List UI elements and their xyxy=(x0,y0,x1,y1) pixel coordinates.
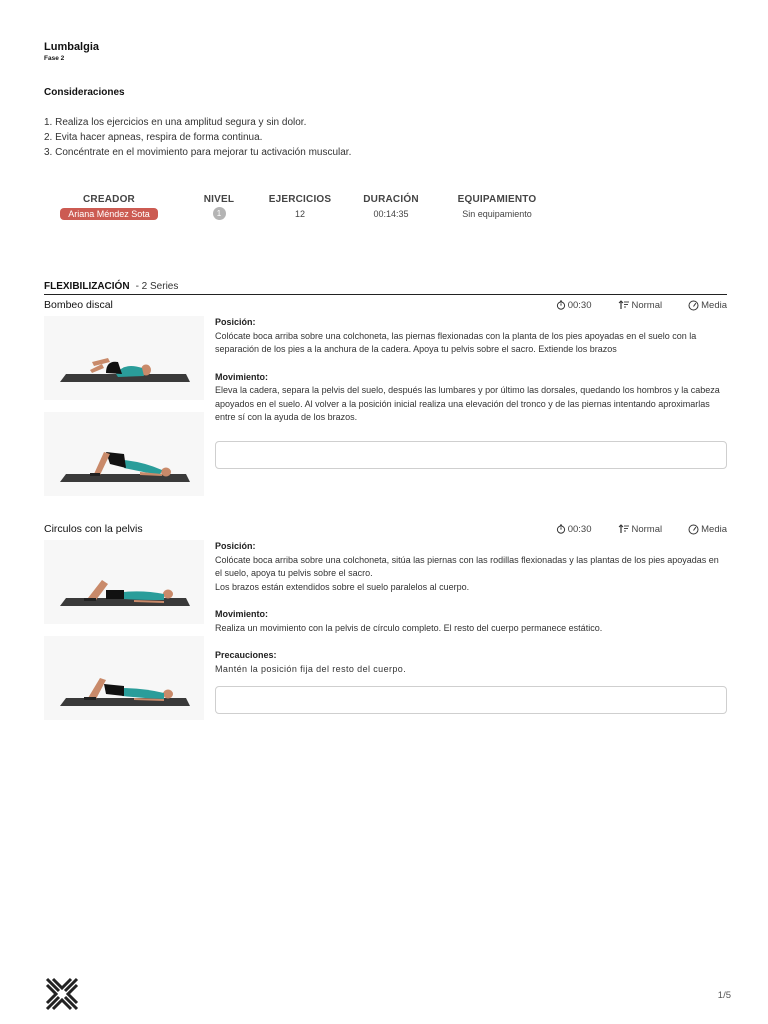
notes-input[interactable] xyxy=(215,441,727,469)
exercise-speed xyxy=(618,300,663,311)
creator-label: CREADOR xyxy=(83,194,135,205)
routine-stats xyxy=(44,194,548,220)
position-text: Colócate boca arriba sobre una colchoneta, sitúa las piernas con las rodillas flexionadas y las plantas de los pies apoyadas en el suelo, apoya tu pelvis sobre el sacro. xyxy=(215,554,719,578)
exercise-name: Bombeo discal xyxy=(44,299,113,311)
exercises-value: 12 xyxy=(294,208,305,219)
creator-badge: Ariana Méndez Sota xyxy=(60,208,158,220)
position-text-extra: Los brazos están extendidos sobre el suelo paralelos al cuerpo. xyxy=(215,581,470,592)
document-subtitle: Fase 2 xyxy=(44,55,65,62)
equipment-label: EQUIPAMIENTO xyxy=(457,194,537,205)
movement-text: Realiza un movimiento con la pelvis de círculo completo. El resto del cuerpo permanece estático. xyxy=(215,622,603,633)
level-label: NIVEL xyxy=(203,194,235,205)
section-series: - 2 Series xyxy=(135,281,179,292)
time-value: 00:30 xyxy=(567,523,592,535)
exercise-time xyxy=(556,300,592,311)
consideration-item: 3. Concéntrate en el movimiento para mejorar tu activación muscular. xyxy=(44,147,352,158)
exercise-intensity xyxy=(688,524,727,535)
stat-level xyxy=(174,194,264,220)
intensity-value: Media xyxy=(701,299,727,311)
intensity-value: Media xyxy=(701,523,727,535)
time-value: 00:30 xyxy=(567,299,592,311)
stopwatch-icon xyxy=(556,300,566,310)
exercise-intensity xyxy=(688,300,727,311)
stat-exercises xyxy=(264,194,336,220)
exercise-card xyxy=(44,521,727,732)
duration-label: DURACIÓN xyxy=(363,194,419,205)
consideration-item: 2. Evita hacer apneas, respira de forma continua. xyxy=(44,132,263,143)
precautions-label: Precauciones: xyxy=(215,650,277,660)
precautions-text: Mantén la posición fija del resto del cuerpo. xyxy=(215,663,407,674)
speed-value: Normal xyxy=(631,299,663,311)
stat-equipment xyxy=(446,194,548,220)
stat-duration xyxy=(336,194,446,220)
exercise-image-start xyxy=(44,316,204,400)
speed-icon xyxy=(618,300,630,310)
considerations-title: Consideraciones xyxy=(44,87,125,98)
stopwatch-icon xyxy=(556,524,566,534)
exercise-image-end xyxy=(44,636,204,720)
section-name: FLEXIBILIZACIÓN xyxy=(44,281,130,292)
notes-input[interactable] xyxy=(215,686,727,714)
position-label: Posición: xyxy=(215,541,256,551)
exercise-card xyxy=(44,297,727,508)
brand-logo-icon xyxy=(43,975,81,1013)
considerations-list xyxy=(44,115,351,160)
stat-creator xyxy=(44,194,174,220)
exercise-speed xyxy=(618,524,663,535)
equipment-value: Sin equipamiento xyxy=(462,208,532,219)
position-label: Posición: xyxy=(215,317,256,327)
page-number: 1/5 xyxy=(717,990,731,1001)
movement-text: Eleva la cadera, separa la pelvis del suelo, después las lumbares y por último las dorsales, quedando los hombros y la cabeza apoyados en el suelo. Al volver a la posición inicial realiza una elevación del tronco y de las piernas intentando aproximarlas entre sí con la ayuda de los brazos. xyxy=(215,385,720,422)
gauge-icon xyxy=(688,300,699,311)
speed-value: Normal xyxy=(631,523,663,535)
duration-value: 00:14:35 xyxy=(373,208,409,219)
speed-icon xyxy=(618,524,630,534)
exercise-time xyxy=(556,524,592,535)
exercise-image-start xyxy=(44,540,204,624)
movement-label: Movimiento: xyxy=(215,609,268,619)
consideration-item: 1. Realiza los ejercicios en una amplitud segura y sin dolor. xyxy=(44,117,307,128)
gauge-icon xyxy=(688,524,699,535)
exercise-name: Circulos con la pelvis xyxy=(44,523,143,535)
level-badge: 1 xyxy=(213,207,226,220)
exercise-image-end xyxy=(44,412,204,496)
document-title: Lumbalgia xyxy=(44,41,100,53)
section-header xyxy=(44,281,727,295)
movement-label: Movimiento: xyxy=(215,371,268,382)
exercises-label: EJERCICIOS xyxy=(268,194,332,205)
position-text: Colócate boca arriba sobre una colchoneta, las piernas flexionadas con la planta de los pies apoyadas en el suelo con la separación de los pies a la anchura de la cadera. Apoya tu pelvis sobre el sacro. Extiende los brazos xyxy=(215,330,697,354)
